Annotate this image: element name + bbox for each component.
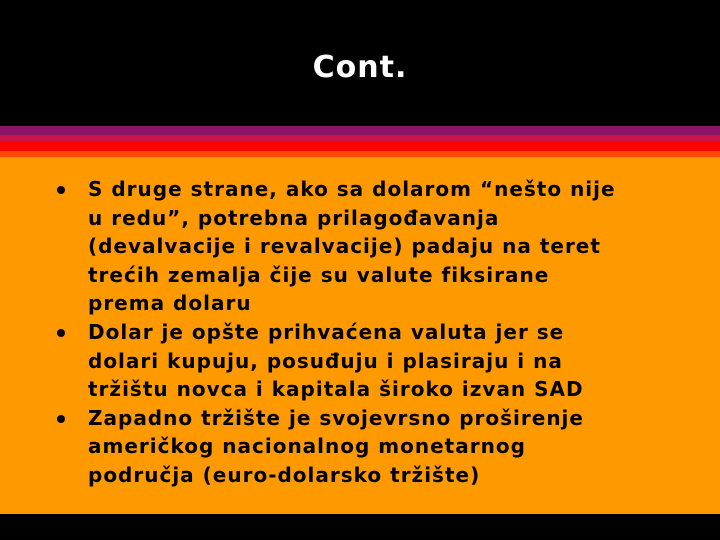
bullet-list (0, 175, 720, 490)
bullet-line: S druge strane, ako sa dolarom “nešto nije (88, 177, 616, 201)
bullet-line: područja (euro-dolarsko tržište) (88, 462, 481, 487)
bullet-line: dolari kupuju, posuđuju i plasiraju i na (88, 348, 563, 373)
bullet-dot-icon (57, 415, 65, 423)
bottom-bar (0, 514, 720, 540)
title-area (0, 0, 720, 126)
bullet-line: prema dolaru (88, 291, 252, 316)
bullet-line: Zapadno tržište je svojevrsno proširenje (88, 405, 584, 430)
bullet-line: u redu”, potrebna prilagođavanja (88, 205, 500, 230)
decorative-stripe-red (0, 142, 720, 151)
decorative-stripe-crimson (0, 135, 720, 142)
decorative-stripe-purple (0, 126, 720, 135)
bullet-line: Dolar je opšte prihvaćena valuta jer se (88, 319, 565, 344)
bullet-dot-icon (57, 329, 65, 337)
slide-title: Cont. (312, 50, 408, 85)
bullet-item (0, 404, 720, 490)
bullet-dot-icon (57, 186, 65, 194)
bullet-item (0, 318, 720, 404)
bullet-line: trećih zemalja čije su valute fiksirane (88, 262, 550, 287)
content-area (0, 157, 720, 514)
bullet-line: tržištu novca i kapitala široko izvan SAD (88, 377, 584, 402)
bullet-item (0, 175, 720, 318)
bullet-line: američkog nacionalnog monetarnog (88, 434, 526, 459)
bullet-line: (devalvacije i revalvacije) padaju na teret (88, 234, 601, 259)
